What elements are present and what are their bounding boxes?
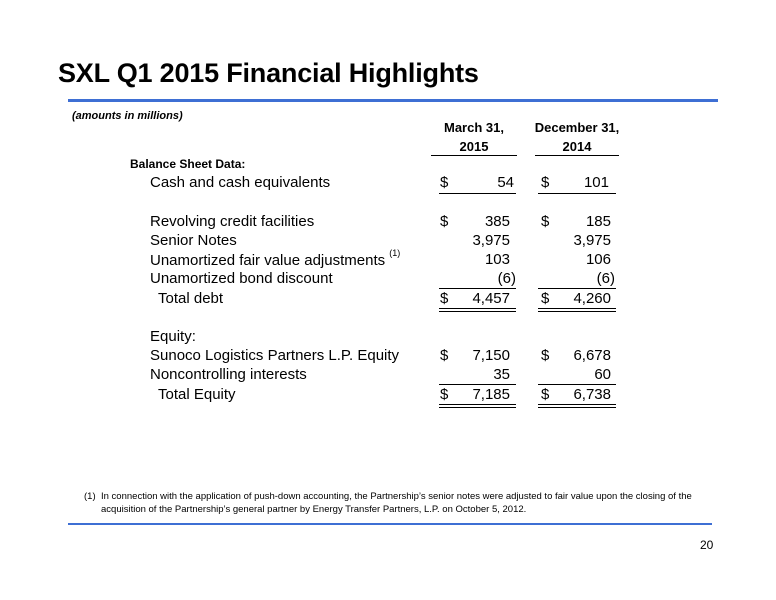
title-divider	[68, 99, 718, 102]
dollar-sign: $	[440, 174, 449, 191]
table-row-revolving	[0, 213, 776, 233]
value-march: 385	[484, 213, 510, 230]
dollar-sign: $	[541, 347, 550, 364]
row-label	[150, 248, 401, 269]
dollar-sign: $	[440, 290, 449, 307]
column-header-march-underline	[431, 155, 517, 156]
row-label: Cash and cash equivalents	[150, 174, 331, 191]
value-december: 6,678	[573, 347, 611, 364]
amounts-note: (amounts in millions)	[72, 110, 183, 122]
page-title: SXL Q1 2015 Financial Highlights	[58, 58, 479, 88]
dollar-sign: $	[541, 386, 550, 403]
value-december: 185	[585, 213, 611, 230]
value-december: 101	[583, 174, 609, 191]
dollar-sign: $	[541, 213, 550, 230]
table-row-senior-notes	[0, 232, 776, 252]
table-row-noncontrolling	[0, 366, 776, 386]
footer-divider	[68, 523, 712, 525]
row-label: Senior Notes	[150, 232, 237, 249]
dollar-sign: $	[541, 290, 550, 307]
table-row-sunoco-equity	[0, 347, 776, 367]
total-debt-double-underline-december	[538, 308, 616, 312]
dollar-sign: $	[541, 174, 550, 191]
footnote	[84, 490, 724, 516]
footnote-mark: (1)	[84, 491, 96, 502]
column-header-december-line2: 2014	[562, 139, 592, 154]
dollar-sign: $	[440, 347, 449, 364]
table-row-unamortized-fair-value	[0, 248, 776, 271]
column-header-march-line1: March 31,	[444, 120, 504, 135]
total-debt-double-underline-march	[439, 308, 516, 312]
column-header-december-line1: December 31,	[534, 120, 620, 135]
section-label-balance-sheet: Balance Sheet Data:	[130, 157, 246, 171]
dollar-sign: $	[440, 213, 449, 230]
table-row-total-debt	[0, 290, 776, 310]
footnote-text: In connection with the application of push-down accounting, the Partnership’s senior notes were adjusted to fair value upon the closing of the acquisition of the Partnership’s general partner by Energy Transfer Partners, L.P. on October 5, 2012.	[101, 491, 692, 515]
value-march: 35	[493, 366, 510, 383]
noncontrolling-underline-march	[439, 384, 516, 385]
value-march: 103	[484, 251, 510, 268]
row-label: Equity:	[150, 328, 196, 345]
value-march: 54	[497, 174, 514, 191]
row-label-text: Unamortized fair value adjustments	[150, 252, 386, 269]
table-row-bond-discount	[0, 270, 776, 290]
column-header-march-line2: 2015	[459, 139, 489, 154]
column-header-december-underline	[535, 155, 619, 156]
value-december: 6,738	[573, 386, 611, 403]
table-row-cash	[0, 174, 776, 194]
bond-discount-underline-march	[439, 288, 516, 289]
value-march: 4,457	[472, 290, 510, 307]
value-march: 7,185	[472, 386, 510, 403]
value-march: 3,975	[472, 232, 510, 249]
value-march: (6)	[497, 270, 516, 287]
bond-discount-underline-december	[538, 288, 616, 289]
row-label: Revolving credit facilities	[150, 213, 315, 230]
cash-underline-december	[538, 193, 616, 194]
cash-underline-march	[439, 193, 516, 194]
row-label: Unamortized bond discount	[150, 270, 333, 287]
table-row-equity-header	[0, 328, 776, 348]
dollar-sign: $	[440, 386, 449, 403]
total-equity-double-underline-march	[439, 404, 516, 408]
table-row-total-equity	[0, 386, 776, 406]
value-december: 4,260	[573, 290, 611, 307]
value-december: (6)	[596, 270, 615, 287]
row-label: Noncontrolling interests	[150, 366, 307, 383]
value-march: 7,150	[472, 347, 510, 364]
page-number: 20	[700, 538, 714, 552]
footnote-ref: (1)	[389, 248, 401, 258]
row-label: Sunoco Logistics Partners L.P. Equity	[150, 347, 400, 364]
value-december: 106	[585, 251, 611, 268]
value-december: 60	[594, 366, 611, 383]
noncontrolling-underline-december	[538, 384, 616, 385]
value-december: 3,975	[573, 232, 611, 249]
row-label: Total debt	[158, 290, 224, 307]
row-label: Total Equity	[158, 386, 236, 403]
total-equity-double-underline-december	[538, 404, 616, 408]
